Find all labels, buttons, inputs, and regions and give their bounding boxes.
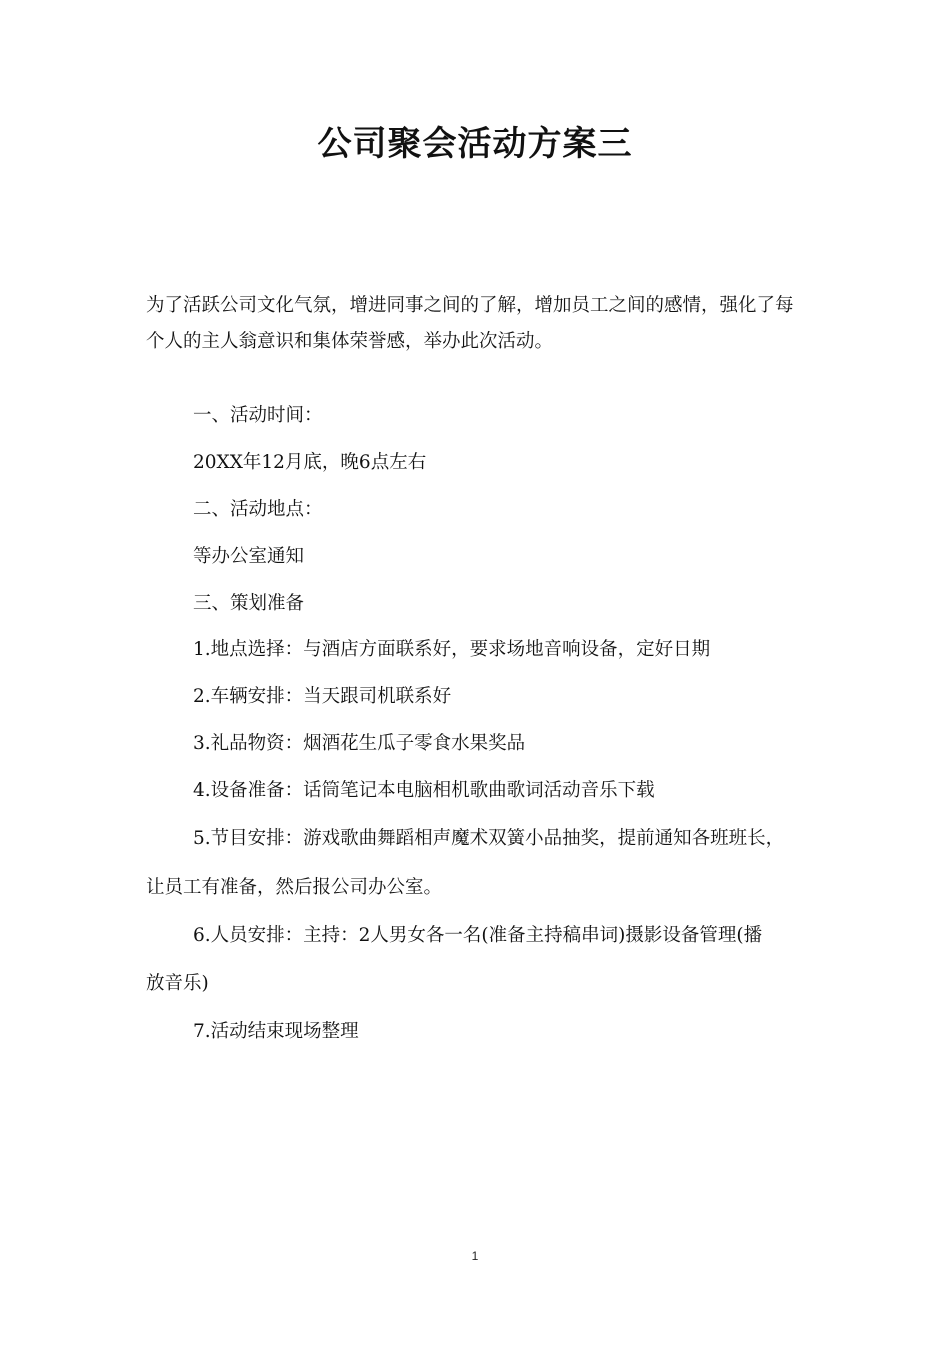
list-item: 3.礼品物资：烟酒花生瓜子零食水果奖品: [193, 733, 526, 754]
list-item-continuation: 放音乐): [146, 973, 209, 994]
list-item: 2.车辆安排：当天跟司机联系好: [193, 686, 452, 707]
section-body-location: 等办公室通知: [193, 546, 305, 567]
section-heading-time: 一、活动时间：: [193, 405, 323, 426]
list-item-continuation: 让员工有准备，然后报公司办公室。: [146, 877, 443, 898]
list-item: 7.活动结束现场整理: [193, 1021, 359, 1042]
page-number: 1: [471, 1249, 479, 1263]
section-body-time: 20XX年12月底，晚6点左右: [193, 452, 427, 473]
list-item: 4.设备准备：话筒笔记本电脑相机歌曲歌词活动音乐下载: [193, 780, 655, 801]
list-item: 1.地点选择：与酒店方面联系好，要求场地音响设备，定好日期: [193, 639, 711, 660]
list-item: 5.节目安排：游戏歌曲舞蹈相声魔术双簧小品抽奖，提前通知各班班长，: [193, 828, 785, 849]
list-item: 6.人员安排：主持：2人男女各一名(准备主持稿串词)摄影设备管理(播: [193, 925, 763, 946]
section-heading-location: 二、活动地点：: [193, 499, 323, 520]
intro-paragraph: 为了活跃公司文化气氛，增进同事之间的了解，增加员工之间的感情，强化了每个人的主人翁意识和集体荣誉感，举办此次活动。: [146, 295, 794, 352]
section-heading-preparation: 三、策划准备: [193, 593, 305, 614]
document-title: 公司聚会活动方案三: [317, 124, 633, 164]
